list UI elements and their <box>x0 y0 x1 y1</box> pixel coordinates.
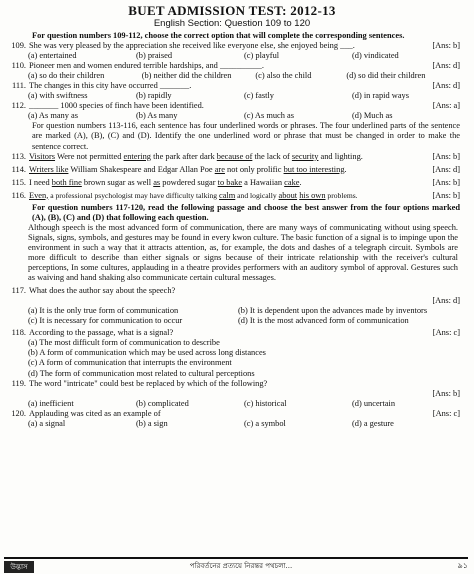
footer-tagline: পরিবর্তনের প্রত্যয়ে নিরন্তর পথচলা... <box>189 562 293 571</box>
answer-key: [Ans: b] <box>432 41 460 51</box>
question-number: 113. <box>11 151 26 161</box>
answer-key: [Ans: d] <box>432 61 460 71</box>
option-a: (a) inefficient <box>28 398 74 408</box>
answer-key: [Ans: b] <box>432 151 460 161</box>
question-number: 120. <box>11 408 26 418</box>
question-number: 111. <box>11 81 26 91</box>
question-number: 110. <box>11 61 26 71</box>
question-120 <box>4 409 460 419</box>
question-110 <box>4 61 460 71</box>
option-a: (a) The most difficult form of communication to describe <box>28 338 220 348</box>
question-109 <box>4 41 460 51</box>
underlined-a: both fine <box>51 177 82 187</box>
question-118 <box>4 328 460 338</box>
options-120 <box>4 419 460 429</box>
question-text: She was very pleased by the appreciation she received like everyone else, she enjoyed being ___. <box>29 41 355 51</box>
underlined-d: but too interesting <box>283 164 345 174</box>
question-119 <box>4 379 460 389</box>
page-subtitle: English Section: Question 109 to 120 <box>153 18 311 29</box>
question-text: Applauding was cited as an example of <box>29 408 161 418</box>
option-a: (a) It is the only true form of communication <box>28 306 179 316</box>
option-b: (b) As many <box>136 111 178 121</box>
option-c: (c) playful <box>244 51 280 61</box>
question-number: 115. <box>11 177 26 187</box>
underlined-a: Visitors <box>29 151 56 161</box>
option-b: (b) neither did the children <box>141 71 232 81</box>
answer-key: [Ans: b] <box>432 190 460 200</box>
option-a: (a) so do their children <box>28 71 105 81</box>
answer-key: [Ans: c] <box>432 408 460 418</box>
option-b: (b) a sign <box>136 418 168 428</box>
question-text: The changes in this city have occurred _______. <box>29 81 192 91</box>
option-d: (d) so did their children <box>346 71 426 81</box>
option-d: (d) in rapid ways <box>352 91 409 101</box>
options-111 <box>4 91 460 101</box>
option-c: (c) fastly <box>244 91 274 101</box>
answer-key: [Ans: d] <box>432 81 460 91</box>
option-d: (d) The form of communication most related to cultural perceptions <box>28 368 255 378</box>
option-c: (c) a symbol <box>244 418 286 428</box>
option-d: (d) It is the most advanced form of communication <box>238 316 409 326</box>
underlined-c: because of <box>216 151 253 161</box>
option-a: (a) entertained <box>28 51 77 61</box>
question-115: 115. [Ans: b] I need both fine brown sugar as well as powdered sugar to bake a Hawaiian cake. <box>4 178 460 188</box>
question-114: 114. [Ans: d] Writers like William Shakespeare and Edgar Allan Poe are not only prolific but too interesting. <box>4 165 460 175</box>
question-number: 109. <box>11 41 26 51</box>
underlined-d: his own <box>299 190 326 200</box>
underlined-c: to bake <box>217 177 243 187</box>
question-text: According to the passage, what is a signal? <box>29 328 174 338</box>
underlined-a: Writers like <box>29 164 69 174</box>
answer-key: [Ans: d] <box>432 296 460 306</box>
page-number: ৯১ <box>457 561 468 571</box>
reading-passage: Although speech is the most advanced form of communication, there are many ways of communicating without using speech. Signals, signs, symbols, and gestures may be found in every kwon culture. The basic function of a signal is to impinge upon the environment in such a way that it attracts attention, as, for example, the dots and dashes of a telegraph circuit. Symbols are more difficult to describe than either signals or signs because of their intricate relationship with the receiver's cultural perceptions, In some cultures, applauding in a theatre provides performers with an auditory symbol of approval. Gestures such as waiving and hand shaking also communicate certain cultural messages. <box>28 222 458 283</box>
option-c: (c) As much as <box>244 111 295 121</box>
option-d: (d) vindicated <box>352 51 399 61</box>
option-c: (c) A form of communication that interrupts the environment <box>28 358 232 368</box>
underlined-b: calm <box>219 190 236 200</box>
question-text: What does the author say about the speech? <box>29 286 176 296</box>
instruction-109-112: For question numbers 109-112, choose the correct option that will complete the corresponding sentences. <box>32 31 405 40</box>
page-footer <box>4 557 468 574</box>
answer-key: [Ans: c] <box>432 328 460 338</box>
option-b: (b) complicated <box>136 398 189 408</box>
option-b: (b) rapidly <box>136 91 172 101</box>
question-text: Pioneer men and women endured terrible hardships, and __________. <box>29 61 264 71</box>
question-text: The word "intricate" could best be replaced by which of the following? <box>29 378 268 388</box>
option-a: (a) with swiftness <box>28 91 88 101</box>
question-number: 114. <box>11 164 26 174</box>
answer-key: [Ans: d] <box>432 164 460 174</box>
options-109 <box>4 51 460 61</box>
option-b: (b) It is dependent upon the advances made by inventors <box>238 306 428 316</box>
underlined-b: entering <box>123 151 151 161</box>
question-number: 119. <box>11 378 26 388</box>
question-116: 116. [Ans: b] Even, a professional psychologist may have difficulty talking calm and logically about his own problems. <box>4 191 460 201</box>
question-number: 112. <box>11 101 26 111</box>
page-title: BUET ADMISSION TEST: 2012-13 <box>128 3 336 18</box>
answer-key: [Ans: b] <box>432 177 460 187</box>
question-112 <box>4 101 460 111</box>
option-a: (a) a signal <box>28 418 66 428</box>
underlined-c: about <box>278 190 298 200</box>
options-112 <box>4 111 460 121</box>
option-b: (b) A form of communication which may be used across long distances <box>28 348 266 358</box>
instruction-113-116: For question numbers 113-116, each sentence has four underlined words or phrases. The four underlined parts of the sentence are marked (A), (B), (C) and (D). Identify the one underlined word or phrase that must be changed in order to make the sentence correct. <box>32 121 460 151</box>
question-text: _______ 1000 species of finch have been identified. <box>29 101 204 111</box>
options-110 <box>4 71 460 81</box>
answer-key: [Ans: b] <box>432 388 460 398</box>
answer-key: [Ans: a] <box>432 101 460 111</box>
instruction-117-120: For question numbers 117-120, read the following passage and choose the best answer from the four options marked (A), (B), (C) and (D) that following each question. <box>32 202 460 222</box>
question-111 <box>4 81 460 91</box>
option-c: (c) It is necessary for communication to occur <box>28 316 183 326</box>
publisher-logo: উদ্ভাস <box>4 561 34 573</box>
option-d: (d) uncertain <box>352 398 396 408</box>
question-number: 116. <box>11 190 26 200</box>
question-number: 118. <box>11 328 26 338</box>
option-d: (d) a gesture <box>352 418 394 428</box>
underlined-b: as <box>153 177 161 187</box>
underlined-b: are <box>214 164 225 174</box>
underlined-a: Even, <box>29 190 49 200</box>
option-d: (d) Much as <box>352 111 393 121</box>
option-c: (c) historical <box>244 398 287 408</box>
question-117 <box>4 286 460 296</box>
question-113: 113. [Ans: b] Visitors Were not permitted entering the park after dark because of the lack of security and lighting. <box>4 152 460 162</box>
underlined-d: cake <box>284 177 300 187</box>
options-119 <box>4 399 460 409</box>
option-c: (c) also the child <box>255 71 312 81</box>
question-number: 117. <box>11 286 26 296</box>
underlined-d: security <box>291 151 319 161</box>
options-117-row2 <box>4 316 460 326</box>
option-a: (a) As many as <box>28 111 79 121</box>
option-b: (b) praised <box>136 51 173 61</box>
options-117-row1 <box>4 306 460 316</box>
